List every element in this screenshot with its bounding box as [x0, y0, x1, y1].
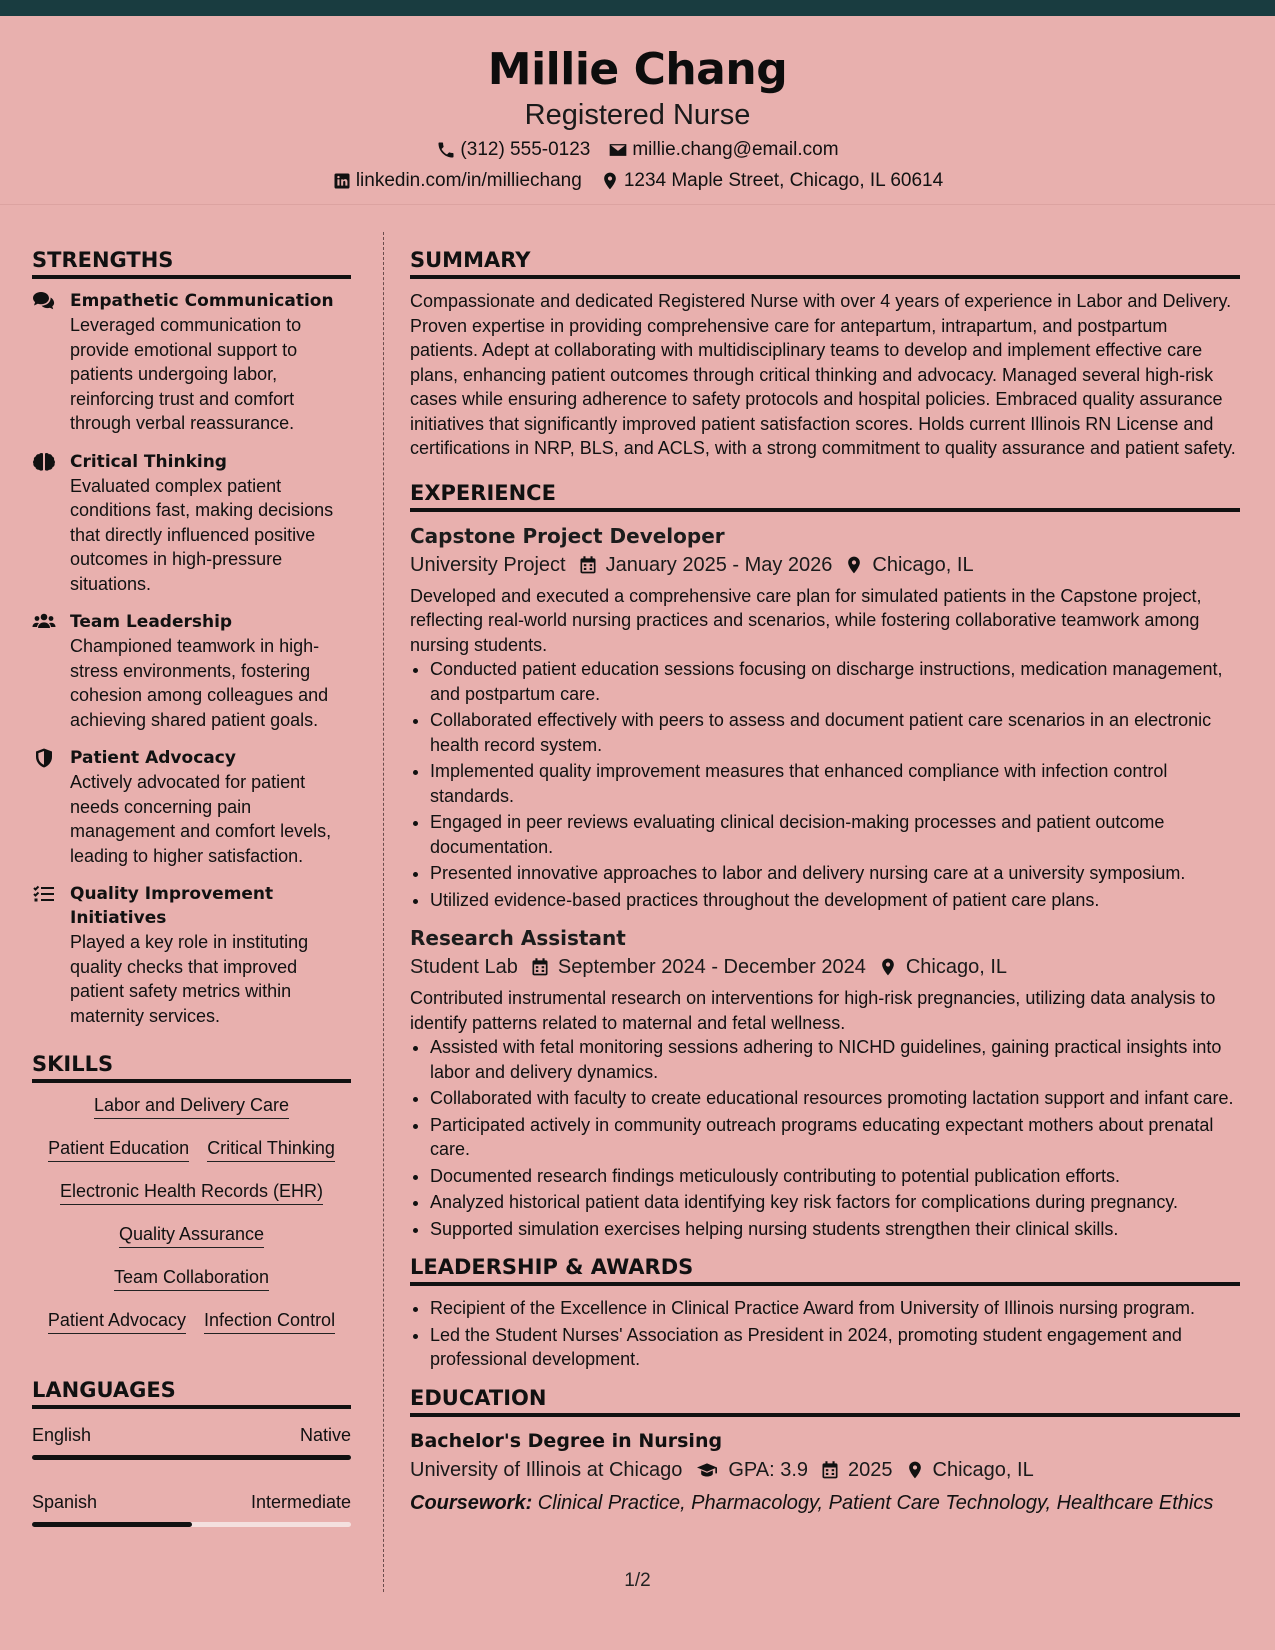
bullet-item: • Collaborated effectively with peers to assess and document patient care scenarios in an electronic health record system.	[430, 708, 1240, 757]
bullet-item: • Collaborated with faculty to create educational resources promoting lactation support and infant care.	[430, 1086, 1240, 1111]
skills-heading: SKILLS	[32, 1050, 351, 1083]
bullet-item: • Analyzed historical patient data identifying key risk factors for complications during pregnancy.	[430, 1190, 1240, 1215]
column-divider	[383, 232, 384, 1592]
job-location: Chicago, IL	[905, 956, 1008, 978]
comments-icon	[32, 291, 56, 311]
contact-row-2	[0, 168, 1275, 194]
skill-tag: Patient Advocacy	[48, 1308, 186, 1334]
strength-item	[32, 289, 351, 436]
job-bullets	[410, 657, 1240, 912]
calendar-icon	[578, 555, 598, 575]
bullet-item: • Recipient of the Excellence in Clinical Practice Award from University of Illinois nursing program.	[430, 1296, 1240, 1321]
skill-tag: Labor and Delivery Care	[94, 1093, 289, 1119]
strength-title: Empathetic Communication	[70, 291, 334, 311]
strength-title: Critical Thinking	[70, 451, 227, 472]
bullet-item: • Assisted with fetal monitoring sessions adhering to NICHD guidelines, gaining practical insights into labor and delivery dynamics.	[430, 1035, 1240, 1084]
job-dates: September 2024 - December 2024	[557, 956, 866, 978]
bullet-item: • Conducted patient education sessions focusing on discharge instructions, medication management, and postpartum care.	[430, 657, 1240, 706]
education-location: Chicago, IL	[932, 1458, 1034, 1481]
right-column	[410, 246, 1240, 1517]
language-proficiency-bar	[32, 1455, 351, 1460]
bullet-item: • Documented research findings meticulously contributing to potential publication efforts.	[430, 1164, 1240, 1189]
calendar-icon	[820, 1460, 840, 1480]
contact-row-1	[0, 137, 1275, 163]
skill-tag: Quality Assurance	[119, 1222, 264, 1248]
graduation-year: 2025	[848, 1458, 893, 1481]
experience-heading: EXPERIENCE	[410, 479, 1240, 512]
candidate-name: Millie Chang	[487, 44, 788, 95]
skill-tag: Infection Control	[204, 1308, 335, 1334]
page-number: 1/2	[624, 1570, 651, 1591]
strength-desc: Actively advocated for patient needs concerning pain management and comfort levels, leading to higher satisfaction.	[70, 772, 332, 866]
shield-icon	[32, 748, 56, 768]
language-proficiency-fill	[32, 1455, 351, 1460]
strength-desc: Played a key role in instituting quality checks that improved patient safety metrics within maternity services.	[70, 932, 309, 1026]
bullet-item: • Engaged in peer reviews evaluating clinical decision-making processes and patient outcome documentation.	[430, 810, 1240, 859]
coursework-label: Coursework:	[410, 1491, 533, 1514]
school-name: University of Illinois at Chicago	[410, 1458, 683, 1481]
bullet-item: • Led the Student Nurses' Association as President in 2024, promoting student engagement and professional development.	[430, 1323, 1240, 1372]
envelope-icon	[608, 140, 628, 160]
summary-text: Compassionate and dedicated Registered Nurse with over 4 years of experience in Labor and Delivery. Proven expertise in providing comprehensive care for antepartum, intrapartum, and postpartum patients. Adept at collaborating with multidisciplinary teams to develop and implement effective care plans, enhancing patient outcomes through critical thinking and advocacy. Managed several high-risk cases while ensuring adherence to safety protocols and hospital policies. Embraced quality assurance initiatives that significantly improved patient satisfaction scores. Holds current Illinois RN License and certifications in NRP, BLS, and ACLS, with a strong commitment to quality assurance and patient safety.	[410, 291, 1236, 458]
language-level: Native	[299, 1425, 351, 1445]
skill-tag: Electronic Health Records (EHR)	[60, 1179, 323, 1205]
language-name: Spanish	[32, 1492, 98, 1512]
degree-title: Bachelor's Degree in Nursing	[410, 1429, 723, 1452]
linkedin-text: linkedin.com/in/milliechang	[355, 170, 582, 191]
job-location: Chicago, IL	[872, 553, 974, 576]
bullet-item: • Supported simulation exercises helping nursing students strengthen their clinical skills.	[430, 1217, 1240, 1242]
users-icon	[32, 612, 56, 632]
top-accent-bar	[0, 0, 1275, 16]
job-description: Developed and executed a comprehensive care plan for simulated patients in the Capstone project, reflecting real-world nursing practices and scenarios, while fostering collaborative teamwork among nursing students.	[410, 585, 1202, 655]
contact-phone	[436, 137, 590, 163]
languages-heading: LANGUAGES	[32, 1376, 351, 1409]
strength-desc: Leveraged communication to provide emotional support to patients undergoing labor, reinforcing trust and comfort through verbal reassurance.	[70, 315, 302, 433]
address-text: 1234 Maple Street, Chicago, IL 60614	[623, 170, 944, 191]
left-column	[32, 246, 351, 1527]
strength-title: Team Leadership	[70, 612, 233, 632]
graduation-cap-icon	[694, 1460, 720, 1480]
job-entry	[410, 924, 1240, 1241]
contact-linkedin[interactable]	[332, 168, 582, 194]
skill-tag: Patient Education	[48, 1136, 189, 1162]
job-dates: January 2025 - May 2026	[605, 553, 833, 576]
candidate-title: Registered Nurse	[524, 99, 751, 131]
language-proficiency-fill	[32, 1522, 192, 1527]
skill-row	[32, 1136, 351, 1162]
job-org: Student Lab	[410, 956, 518, 978]
strength-item	[32, 450, 351, 597]
phone-icon	[436, 140, 456, 160]
job-entry	[410, 522, 1240, 913]
contact-email[interactable]	[608, 137, 838, 163]
strength-item	[32, 610, 351, 732]
skill-row	[32, 1222, 351, 1248]
header-separator	[0, 204, 1275, 205]
strength-title: Patient Advocacy	[70, 748, 236, 768]
email-text: millie.chang@email.com	[632, 139, 839, 160]
language-name: English	[32, 1425, 92, 1445]
language-item	[32, 1423, 351, 1460]
strength-desc: Evaluated complex patient conditions fast, making decisions that directly influenced positive outcomes in high-pressure situations.	[70, 475, 334, 594]
resume-header	[0, 16, 1275, 204]
language-proficiency-bar	[32, 1522, 351, 1527]
brain-icon	[32, 452, 56, 472]
awards-bullets	[410, 1296, 1240, 1372]
language-item	[32, 1490, 351, 1527]
job-description: Contributed instrumental research on interventions for high-risk pregnancies, utilizing data analysis to identify patterns related to maternal and fetal wellness.	[410, 988, 1216, 1033]
skill-tag: Critical Thinking	[207, 1136, 335, 1162]
map-marker-icon	[905, 1460, 925, 1480]
bullet-item: • Utilized evidence-based practices throughout the development of patient care plans.	[430, 888, 1240, 913]
skill-row	[32, 1179, 351, 1205]
job-meta	[410, 952, 1240, 982]
map-marker-icon	[600, 171, 620, 191]
job-org: University Project	[410, 553, 566, 576]
bullet-item: • Implemented quality improvement measures that enhanced compliance with infection control standards.	[430, 759, 1240, 808]
bullet-item: • Participated actively in community outreach programs educating expectant mothers about prenatal care.	[430, 1113, 1240, 1162]
map-marker-icon	[878, 957, 898, 977]
strength-title: Quality Improvement Initiatives	[70, 884, 274, 928]
education-meta	[410, 1455, 1240, 1485]
phone-text: (312) 555-0123	[460, 139, 591, 160]
linkedin-icon	[332, 171, 352, 191]
job-meta	[410, 550, 1240, 580]
education-heading: EDUCATION	[410, 1384, 1240, 1417]
coursework-list: Clinical Practice, Pharmacology, Patient Care Technology, Healthcare Ethics	[532, 1491, 1214, 1514]
language-level: Intermediate	[250, 1492, 351, 1512]
strength-item	[32, 746, 351, 868]
job-title: Capstone Project Developer	[410, 523, 725, 548]
skill-row	[32, 1308, 351, 1334]
list-check-icon	[32, 884, 56, 904]
job-title: Research Assistant	[410, 926, 626, 950]
gpa-text: GPA: 3.9	[728, 1458, 809, 1481]
strength-item	[32, 882, 351, 1028]
strength-desc: Championed teamwork in high-stress environments, fostering cohesion among colleagues and achieving shared patient goals.	[70, 636, 329, 730]
coursework	[410, 1489, 1240, 1517]
calendar-icon	[530, 957, 550, 977]
strengths-heading: STRENGTHS	[32, 246, 351, 279]
skills-list	[32, 1093, 351, 1334]
skill-row	[32, 1265, 351, 1291]
job-bullets	[410, 1035, 1240, 1241]
awards-heading: LEADERSHIP & AWARDS	[410, 1253, 1240, 1286]
skill-row	[32, 1093, 351, 1119]
bullet-item: • Presented innovative approaches to labor and delivery nursing care at a university symposium.	[430, 861, 1240, 886]
contact-address	[600, 168, 943, 194]
summary-heading: SUMMARY	[410, 246, 1240, 279]
map-marker-icon	[844, 555, 864, 575]
skill-tag: Team Collaboration	[114, 1265, 269, 1291]
